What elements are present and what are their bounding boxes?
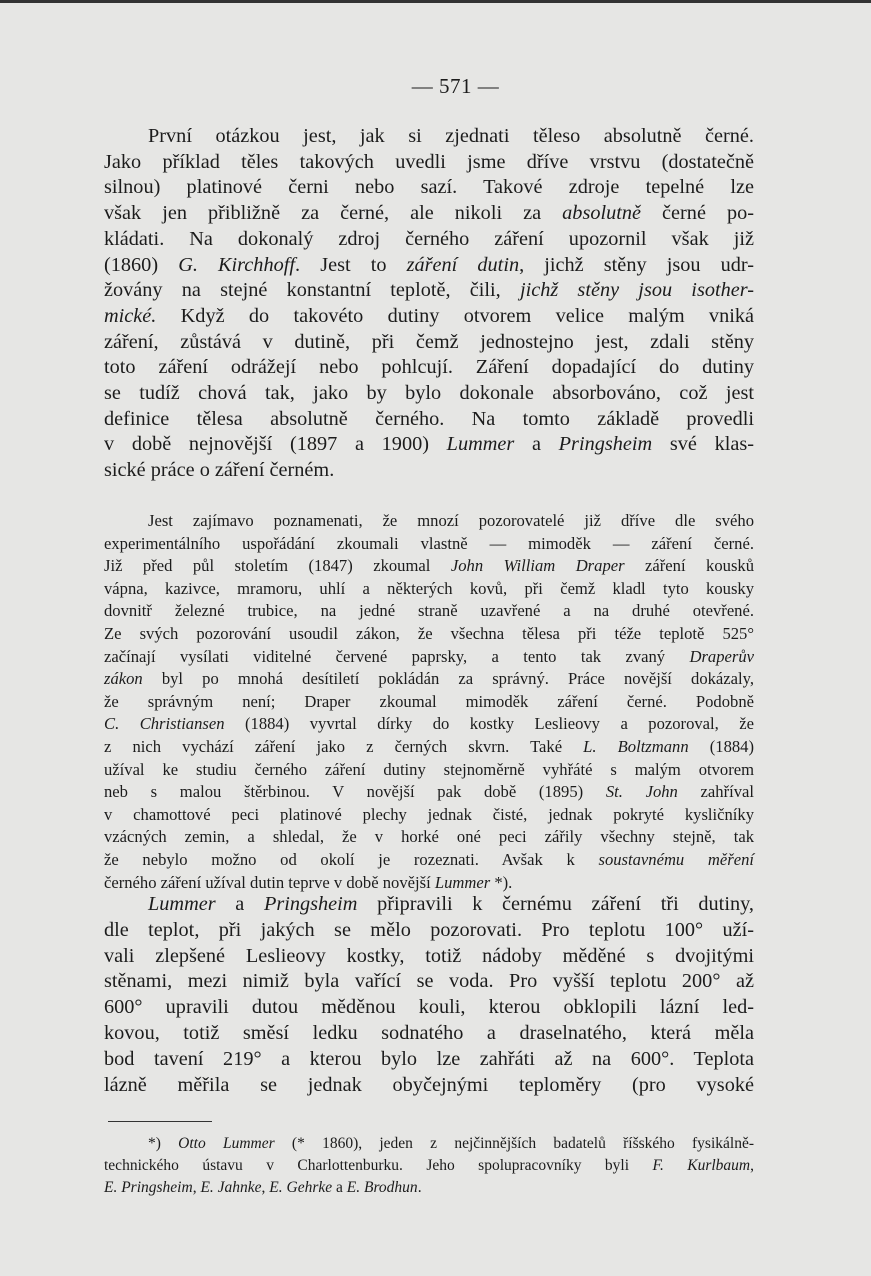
text-line: bod tavení 219° a kterou bylo lze zahřáti až na 600°. Teplota	[104, 1047, 754, 1070]
text-line: (1860) G. Kirchhoff. Jest to záření dutin, jichž stěny jsou udr-	[104, 253, 754, 276]
text-line: vzácných zemin, a shledal, že v horké oné peci zářily všechny stejně, tak	[104, 827, 754, 847]
italic-run: St. John	[605, 782, 678, 802]
italic-run: Lummer	[446, 433, 515, 456]
text-line: C. Christiansen (1884) vyvrtal dírky do kostky Leslieovy a pozoroval, že	[104, 714, 754, 734]
text-line: silnou) platinové černi nebo sazí. Takové zdroje tepelné lze	[104, 176, 754, 199]
footnote-separator	[108, 1121, 212, 1122]
note-historical-observers	[104, 510, 754, 894]
italic-run: Lummer	[434, 872, 491, 892]
text-line: žovány na stejné konstantní teplotě, čili, jichž stěny jsou isother-	[104, 279, 754, 302]
italic-run: E. Gehrke	[269, 1179, 333, 1196]
italic-run: soustavnému měření	[598, 849, 754, 869]
text-line: z nich vychází záření jako z černých skvrn. Také L. Boltzmann (1884)	[104, 736, 754, 756]
italic-run: Draperův	[689, 646, 754, 666]
text-line: černého záření užíval dutin teprve v době novější Lummer *).	[104, 872, 513, 892]
text-line: že správným není; Draper zkoumal mimoděk záření černé. Podobně	[104, 691, 754, 711]
text-line: toto záření odrážejí nebo pohlcují. Záření dopadající do dutiny	[104, 356, 754, 379]
text-line: že nebylo možno od okolí je rozeznati. Avšak k soustavnému měření	[104, 849, 754, 869]
text-line: První otázkou jest, jak si zjednati těleso absolutně černé.	[148, 125, 754, 147]
text-line: Jest zajímavo poznamenati, že mnozí pozorovatelé již dříve dle svého	[148, 511, 754, 530]
text-line: technického ústavu v Charlottenburku. Jeho spolupracovníky byli F. Kurlbaum,	[104, 1157, 754, 1174]
text-line: však jen přibližně za černé, ale nikoli za absolutně černé po-	[104, 202, 755, 225]
italic-run: mické.	[104, 304, 157, 327]
footnote-otto-lummer	[104, 1133, 754, 1199]
text-line: neb s malou štěrbinou. V novější pak době (1895) St. John zahříval	[104, 782, 754, 802]
text-line: Již před půl stoletím (1847) zkoumal John William Draper záření kousků	[104, 556, 754, 576]
text-line: stěnami, mezi nimiž byla vařící se voda. Pro vyšší teplotu 200° až	[104, 970, 754, 993]
italic-run: E. Brodhun	[346, 1179, 418, 1196]
italic-run: L. Boltzmann	[583, 736, 689, 756]
text-line: kovou, totiž směsí ledku sodnatého a draselnatého, která měla	[104, 1021, 754, 1044]
text-line: užíval ke studiu černého záření dutiny stejnoměrně vyhřáté s malým otvorem	[104, 759, 754, 779]
text-line: Ze svých pozorování usoudil zákon, že všechna tělesa při téže teplotě 525°	[104, 623, 754, 643]
italic-run: absolutně	[562, 202, 642, 225]
text-line: vali zlepšené Leslieovy kostky, totiž nádoby měděné s dvojitými	[104, 944, 754, 967]
text-line: *) Otto Lummer (* 1860), jeden z nejčinnějších badatelů říšského fysikálně-	[148, 1135, 754, 1152]
italic-run: Pringsheim	[558, 433, 653, 456]
text-line: začínají vysílati viditelné červené paprsky, a tento tak zvaný Draperův	[104, 646, 754, 666]
text-line: lázně měřila se jednak obyčejnými teploměry (pro vysoké	[104, 1073, 754, 1096]
text-line: kládati. Na dokonalý zdroj černého záření upozornil však již	[104, 227, 754, 250]
text-line: v době nejnovější (1897 a 1900) Lummer a Pringsheim své klas-	[104, 433, 754, 456]
italic-run: E. Jahnke	[200, 1179, 262, 1196]
text-line: definice tělesa absolutně černého. Na tomto základě provedli	[104, 407, 754, 430]
italic-run: John William Draper	[450, 556, 625, 576]
italic-run: zákon	[104, 669, 143, 689]
text-line: záření, zůstává v dutině, při čemž jednostejno jest, zdali stěny	[104, 330, 754, 353]
text-line: v chamottové peci platinové plechy jednak čisté, jednak pokryté kysličníky	[104, 804, 754, 824]
text-line: experimentálního uspořádání zkoumali vlastně — mimoděk — záření černé.	[104, 533, 754, 553]
text-line: vápna, kazivce, mramoru, uhlí a některých kovů, při čemž kladl tyto kousky	[104, 578, 754, 598]
page-number: — 571 —	[411, 74, 500, 98]
italic-run: F. Kurlbaum	[652, 1157, 751, 1174]
text-line: Lummer a Pringsheim připravili k černému záření tři dutiny,	[148, 893, 754, 915]
paragraph-first-question	[104, 124, 754, 484]
italic-run: jichž stěny jsou isother-	[519, 279, 754, 302]
italic-run: záření dutin	[406, 253, 520, 276]
text-line: sické práce o záření černém.	[104, 459, 335, 482]
text-line: dle teplot, při jakých se mělo pozorovati. Pro teplotu 100° uží-	[104, 918, 754, 941]
text-line: 600° upravili dutou měděnou kouli, kterou obklopili lázní led-	[104, 996, 754, 1019]
text-line: mické. Když do takovéto dutiny otvorem velice malým vniká	[104, 304, 754, 327]
italic-run: G. Kirchhoff	[178, 253, 296, 276]
text-line: zákon byl po mnohá desítiletí pokládán za správný. Práce novější dokázaly,	[104, 669, 754, 689]
italic-run: E. Pringsheim	[104, 1179, 193, 1196]
text-line: dovnitř železné trubice, na jedné straně uzavřené a na druhé otevřené.	[104, 601, 754, 621]
italic-run: C. Christiansen	[104, 714, 225, 734]
scan-edge	[0, 0, 871, 3]
italic-run: Pringsheim	[263, 893, 358, 915]
text-line: Jako příklad těles takových uvedli jsme dříve vrstvu (dostatečně	[104, 150, 754, 173]
italic-run: Lummer	[148, 893, 216, 915]
text-line: E. Pringsheim, E. Jahnke, E. Gehrke a E. Brodhun.	[104, 1179, 422, 1196]
text-line: se tudíž chová tak, jako by bylo dokonale absorbováno, což jest	[104, 382, 754, 405]
italic-run: Otto Lummer	[178, 1135, 275, 1152]
paragraph-lummer-pringsheim-cavities	[104, 892, 754, 1098]
